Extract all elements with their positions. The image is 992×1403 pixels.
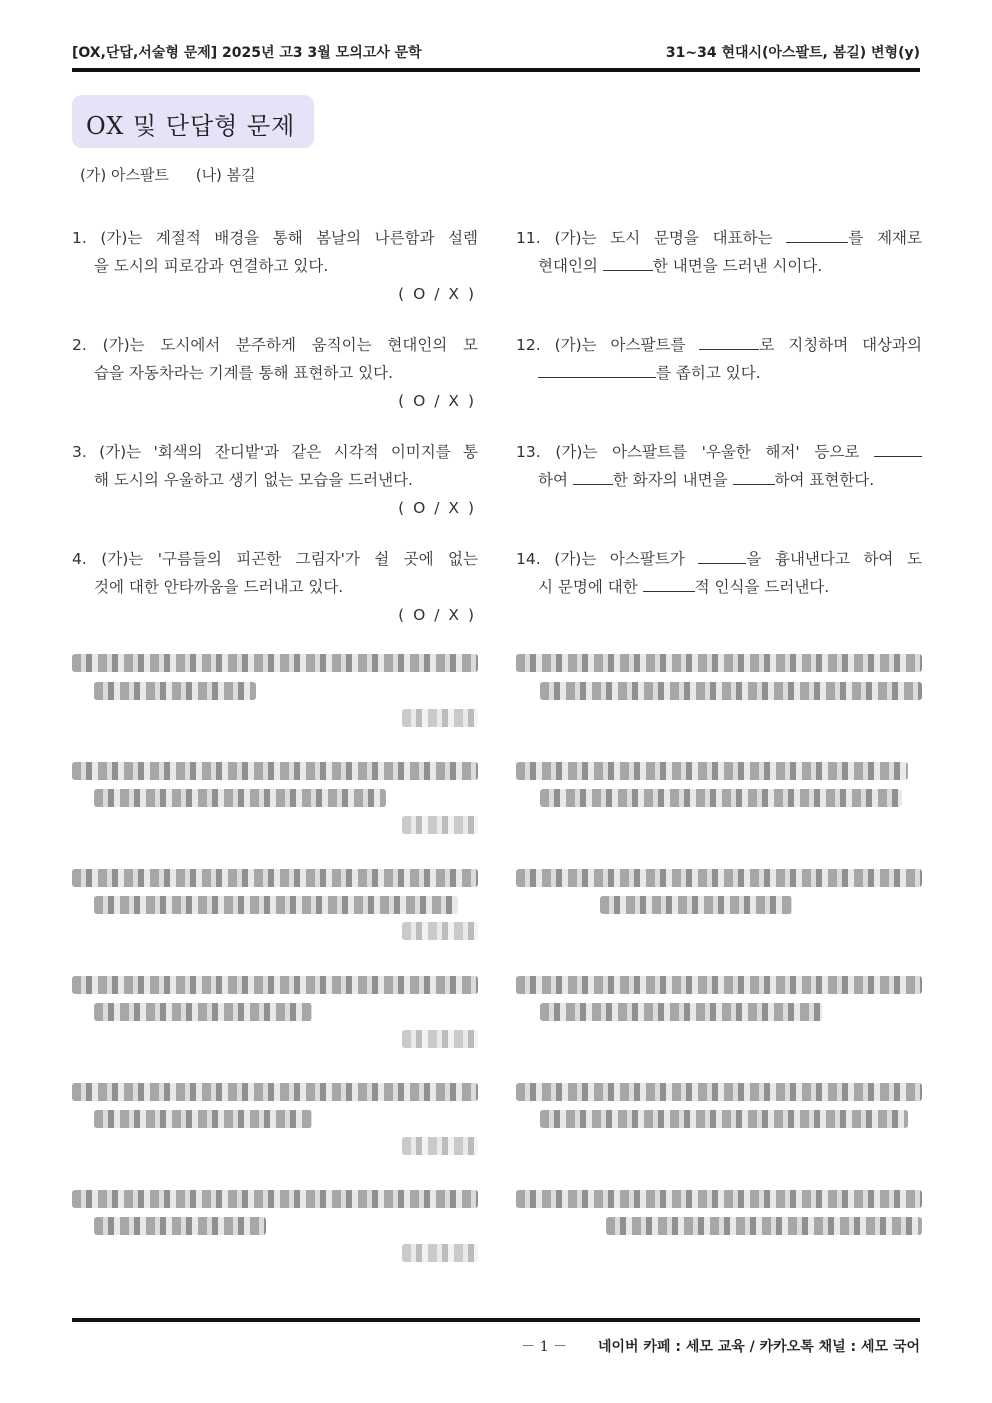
- obscured-text: [94, 1110, 312, 1128]
- poem-title-b: (나) 봄길: [195, 166, 256, 184]
- question-text: 현대인의: [538, 257, 598, 275]
- question-text-line2: 것에 대한 안타까움을 드러내고 있다.: [94, 578, 344, 596]
- question-text: 한 화자의 내면을: [612, 471, 728, 489]
- question-number: 14.: [516, 550, 541, 568]
- question-text: 적 인식을 드러낸다.: [694, 578, 830, 596]
- obscured-text: [540, 1110, 908, 1128]
- question-number: 4.: [72, 550, 87, 568]
- question-text-line1: (가)는 도시에서 분주하게 움직이는 현대인의 모: [102, 336, 479, 354]
- obscured-text: [516, 1190, 922, 1208]
- question-1: [72, 224, 478, 308]
- obscured-mark: [402, 922, 478, 940]
- answer-blank[interactable]: [603, 253, 653, 271]
- obscured-text: [600, 896, 792, 914]
- answer-blank[interactable]: [874, 439, 922, 457]
- obscured-text: [94, 896, 458, 914]
- question-text-line2: 습을 자동차라는 기계를 통해 표현하고 있다.: [94, 364, 394, 382]
- question-text-line1: (가)는 계절적 배경을 통해 봄날의 나른함과 설렘: [100, 229, 478, 247]
- question-text: 하여: [538, 471, 568, 489]
- obscured-mark: [402, 1030, 478, 1048]
- section-title: OX 및 단답형 문제: [86, 112, 296, 140]
- question-number: 1.: [72, 229, 87, 247]
- header-right: 31~34 현대시(아스팔트, 봄길) 변형(y): [665, 45, 920, 61]
- page-number: － 1 －: [521, 1339, 568, 1355]
- header-left: [OX,단답,서술형 문제] 2025년 고3 3월 모의고사 문학: [72, 45, 422, 61]
- obscured-text: [516, 762, 908, 780]
- section-title-box: [72, 95, 314, 148]
- question-text: 를 좁히고 있다.: [656, 364, 761, 382]
- answer-blank[interactable]: [698, 546, 746, 564]
- page-footer: [521, 1336, 920, 1356]
- question-text-line2: 을 도시의 피로감과 연결하고 있다.: [94, 257, 329, 275]
- obscured-text: [72, 976, 478, 994]
- question-14: [516, 545, 922, 601]
- obscured-text: [516, 976, 922, 994]
- obscured-text: [72, 869, 478, 887]
- question-3: [72, 438, 478, 522]
- ox-choice[interactable]: ( O / X ): [398, 392, 476, 410]
- question-number: 12.: [516, 336, 541, 354]
- page-header: [72, 42, 920, 66]
- obscured-text: [606, 1217, 922, 1235]
- question-text: 시 문명에 대한: [538, 578, 638, 596]
- obscured-text: [94, 789, 386, 807]
- obscured-text: [540, 682, 922, 700]
- poem-titles: [80, 164, 278, 185]
- obscured-text: [516, 654, 922, 672]
- question-text: 를 제재로: [848, 229, 922, 247]
- ox-choice[interactable]: ( O / X ): [398, 285, 476, 303]
- question-text: 로 지칭하며 대상과의: [759, 336, 922, 354]
- question-number: 11.: [516, 229, 541, 247]
- obscured-text: [94, 1217, 266, 1235]
- obscured-mark: [402, 816, 478, 834]
- obscured-text: [72, 1083, 478, 1101]
- ox-choice[interactable]: ( O / X ): [398, 606, 476, 624]
- question-text: (가)는 도시 문명을 대표하는: [554, 229, 773, 247]
- question-number: 13.: [516, 443, 541, 461]
- obscured-mark: [402, 709, 478, 727]
- question-number: 2.: [72, 336, 87, 354]
- obscured-text: [94, 1003, 312, 1021]
- obscured-text: [72, 1190, 478, 1208]
- obscured-text: [72, 762, 478, 780]
- question-11: [516, 224, 922, 280]
- question-text-line2: 해 도시의 우울하고 생기 없는 모습을 드러낸다.: [94, 471, 413, 489]
- answer-blank[interactable]: [538, 360, 656, 378]
- answer-blank[interactable]: [786, 225, 848, 243]
- header-rule: [72, 68, 920, 72]
- obscured-text: [72, 654, 478, 672]
- question-4: [72, 545, 478, 629]
- question-text: 하여 표현한다.: [774, 471, 875, 489]
- question-number: 3.: [72, 443, 87, 461]
- question-text: 한 내면을 드러낸 시이다.: [652, 257, 823, 275]
- answer-blank[interactable]: [573, 467, 613, 485]
- obscured-text: [540, 1003, 822, 1021]
- obscured-mark: [402, 1244, 478, 1262]
- question-text: (가)는 아스팔트를 '우울한 해저' 등으로: [555, 443, 860, 461]
- question-12: [516, 331, 922, 387]
- question-text-line1: (가)는 '구름들의 피곤한 그림자'가 쉴 곳에 없는: [101, 550, 478, 568]
- question-13: [516, 438, 922, 494]
- obscured-text: [540, 789, 902, 807]
- question-text: 을 흉내낸다고 하여 도: [746, 550, 922, 568]
- obscured-text: [94, 682, 256, 700]
- poem-title-a: (가) 아스팔트: [80, 166, 169, 184]
- question-text: (가)는 아스팔트를: [554, 336, 686, 354]
- answer-blank[interactable]: [733, 467, 775, 485]
- answer-blank[interactable]: [643, 574, 695, 592]
- question-2: [72, 331, 478, 415]
- answer-blank[interactable]: [699, 332, 759, 350]
- question-text: (가)는 아스팔트가: [554, 550, 685, 568]
- obscured-text: [516, 869, 922, 887]
- obscured-mark: [402, 1137, 478, 1155]
- footer-text: 네이버 카페 : 세모 교육 / 카카오톡 채널 : 세모 국어: [597, 1339, 920, 1355]
- footer-rule: [72, 1318, 920, 1322]
- obscured-text: [516, 1083, 922, 1101]
- question-text-line1: (가)는 '회색의 잔디밭'과 같은 시각적 이미지를 통: [99, 443, 478, 461]
- ox-choice[interactable]: ( O / X ): [398, 499, 476, 517]
